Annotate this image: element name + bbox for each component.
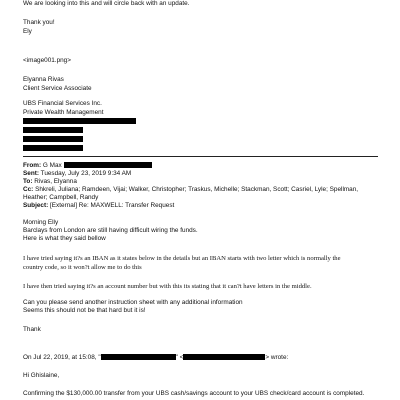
to-row xyxy=(23,178,77,186)
to-label: To: xyxy=(23,178,33,185)
quote-confirmation: Confirming the $130,000.00 transfer from your UBS cash/savings account to your UBS check/card account is completed. xyxy=(23,390,365,397)
redaction-bar xyxy=(23,127,83,133)
signature-department: Private Wealth Management xyxy=(23,109,104,116)
from-row xyxy=(23,162,152,170)
quoted-paragraph: I have then tried saying it?s an account number but with this its stating that it can?t have letters in the middle. xyxy=(23,283,312,290)
sent-row xyxy=(23,170,131,178)
signature-name: Elyanna Rivas xyxy=(23,76,64,83)
redaction-bar xyxy=(23,118,136,124)
thanks-line: Thank you! xyxy=(23,19,55,26)
quote-middle: " < xyxy=(175,354,184,361)
redaction-bar xyxy=(183,354,265,360)
subject-label: Subject: xyxy=(23,202,49,209)
sent-value: Tuesday, July 23, 2019 9:34 AM xyxy=(40,170,132,177)
from-label: From: xyxy=(23,162,42,169)
sent-label: Sent: xyxy=(23,170,39,177)
quote-greeting: Hi Ghislaine, xyxy=(23,372,60,379)
body-line: Barclays from London are still having difficult wiring the funds. xyxy=(23,227,198,234)
redaction-bar xyxy=(23,136,83,142)
signature-title: Client Service Associate xyxy=(23,85,92,92)
subject-value: [External] Re: MAXWELL: Transfer Request xyxy=(50,202,175,209)
image-placeholder: <image001.png> xyxy=(23,57,71,64)
to-value: Rivas, Elyanna xyxy=(34,178,77,185)
from-value: G Max xyxy=(42,162,62,169)
quote-attribution xyxy=(23,354,288,362)
body-line: Here is what they said bellow xyxy=(23,235,106,242)
intro-line: We are looking into this and will circle back with an update. xyxy=(23,0,190,7)
cc-label: Cc: xyxy=(23,186,34,193)
quoted-paragraph: I have tried saying it?s an IBAN as it states below in the details but an IBAN starts with two letter which is normally the xyxy=(23,255,341,262)
request-line: Can you please send another instruction sheet with any additional information xyxy=(23,299,243,306)
redaction-bar xyxy=(101,354,176,360)
cc-row xyxy=(23,186,358,194)
cc-value: Shkreli, Juliana; Ramdeen, Vijai; Walker, Christopher; Traskus, Michelle; Stackman, Scott; Casriel, Lyle; Spellman, xyxy=(35,186,359,193)
body-greeting: Morning Elly xyxy=(23,219,59,226)
signature-company: UBS Financial Services Inc. xyxy=(23,100,102,107)
request-line: Seems this should not be that hard but it is! xyxy=(23,307,146,314)
header-divider xyxy=(23,156,378,157)
redaction-bar xyxy=(23,145,83,151)
cc-continuation: Heather; Campbell, Randy xyxy=(23,194,99,201)
quote-prefix: On Jul 22, 2019, at 15:08, " xyxy=(23,354,101,361)
redaction-bar xyxy=(64,162,152,168)
body-closing: Thank xyxy=(23,326,41,333)
subject-row xyxy=(23,202,174,210)
signoff-name: Ely xyxy=(23,28,32,35)
quote-suffix: > wrote: xyxy=(265,354,289,361)
quoted-paragraph: country code, so it won?t allow me to do this xyxy=(23,264,142,271)
